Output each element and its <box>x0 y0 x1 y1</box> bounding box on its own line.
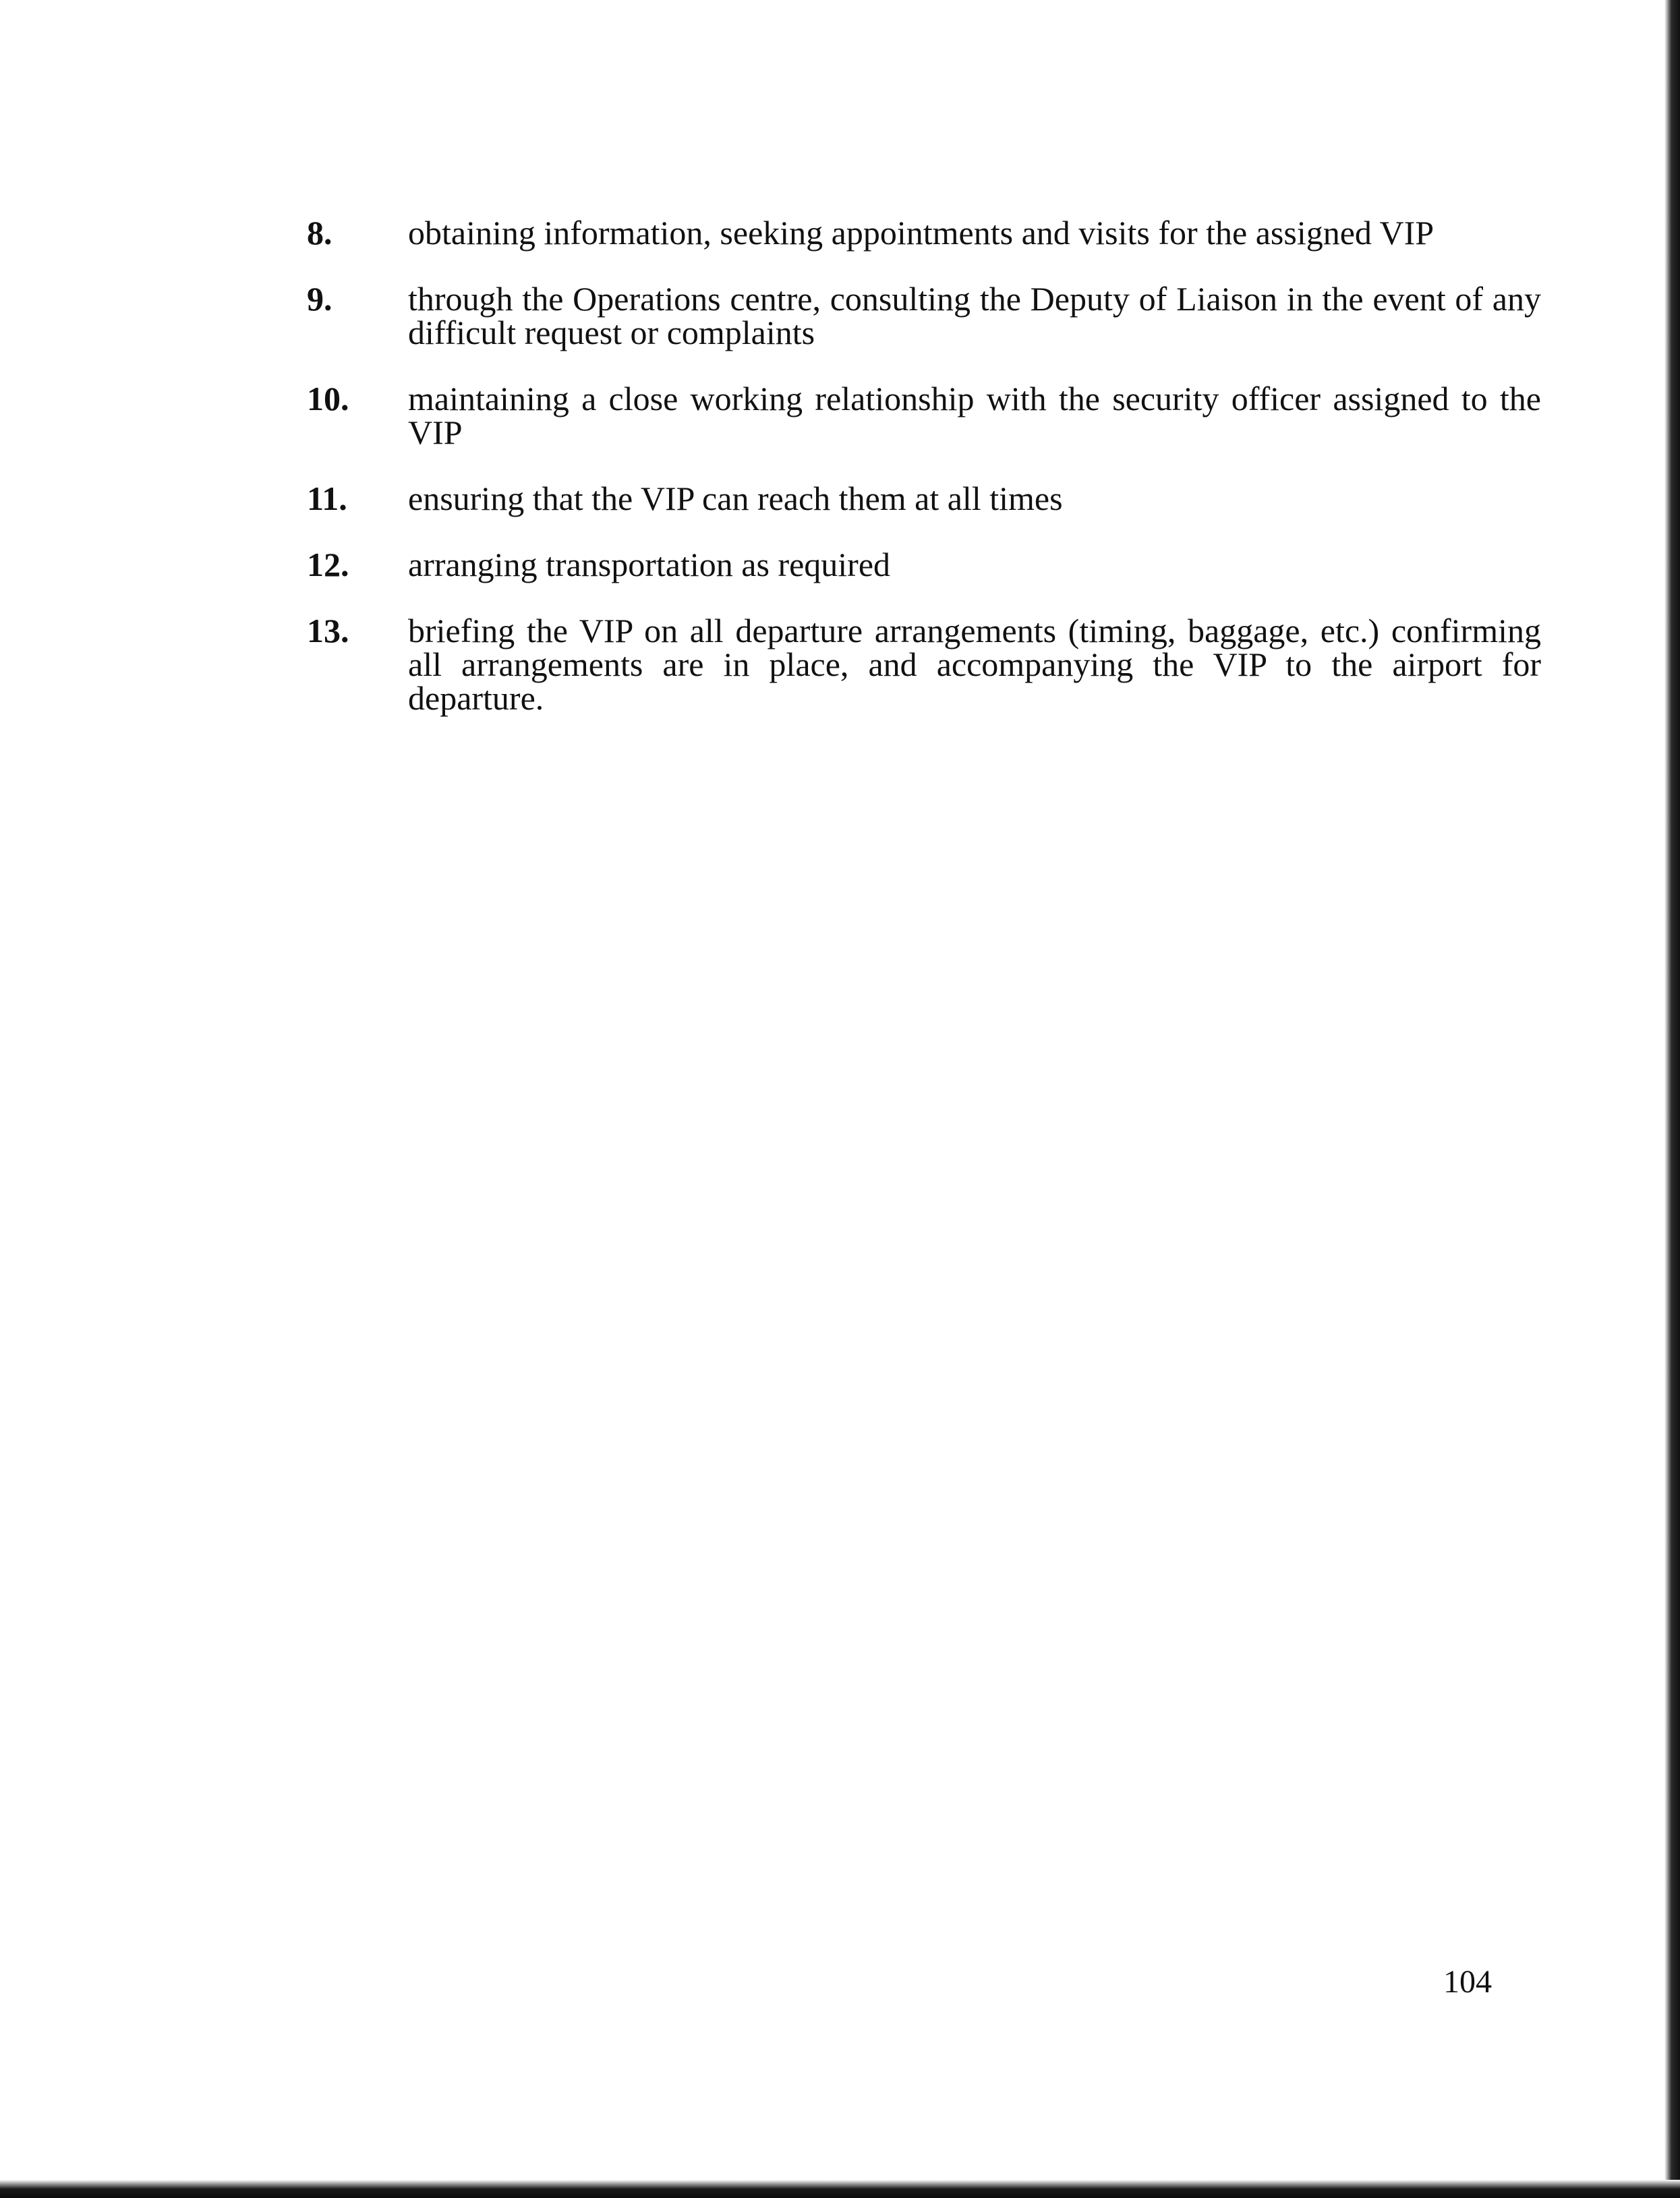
item-text: ensuring that the VIP can reach them at all times <box>408 480 1063 517</box>
scan-edge-right <box>1646 0 1680 2198</box>
item-number: 11. <box>307 480 347 517</box>
list-item <box>307 382 1541 449</box>
list-item <box>307 282 1541 349</box>
item-number: 10. <box>307 380 349 417</box>
item-text: maintaining a close working relationship with the security officer assigned to the VIP <box>408 380 1541 451</box>
list-item <box>307 216 1541 250</box>
page-number: 104 <box>1443 1964 1492 2000</box>
item-number: 12. <box>307 546 349 583</box>
item-number: 8. <box>307 214 332 252</box>
item-number: 9. <box>307 280 332 318</box>
list-item <box>307 548 1541 581</box>
item-text: through the Operations centre, consulting the Deputy of Liaison in the event of any difficult request or complaints <box>408 280 1541 351</box>
item-text: briefing the VIP on all departure arrangements (timing, baggage, etc.) confirming all arrangements are in place, and accompanying the VIP to the airport for departure. <box>408 612 1541 717</box>
duties-list <box>307 216 1541 747</box>
item-number: 13. <box>307 612 349 649</box>
item-text: arranging transportation as required <box>408 546 891 583</box>
list-item <box>307 614 1541 715</box>
list-item <box>307 482 1541 515</box>
scan-edge-bottom <box>0 2180 1680 2198</box>
item-text: obtaining information, seeking appointments and visits for the assigned VIP <box>408 214 1435 252</box>
